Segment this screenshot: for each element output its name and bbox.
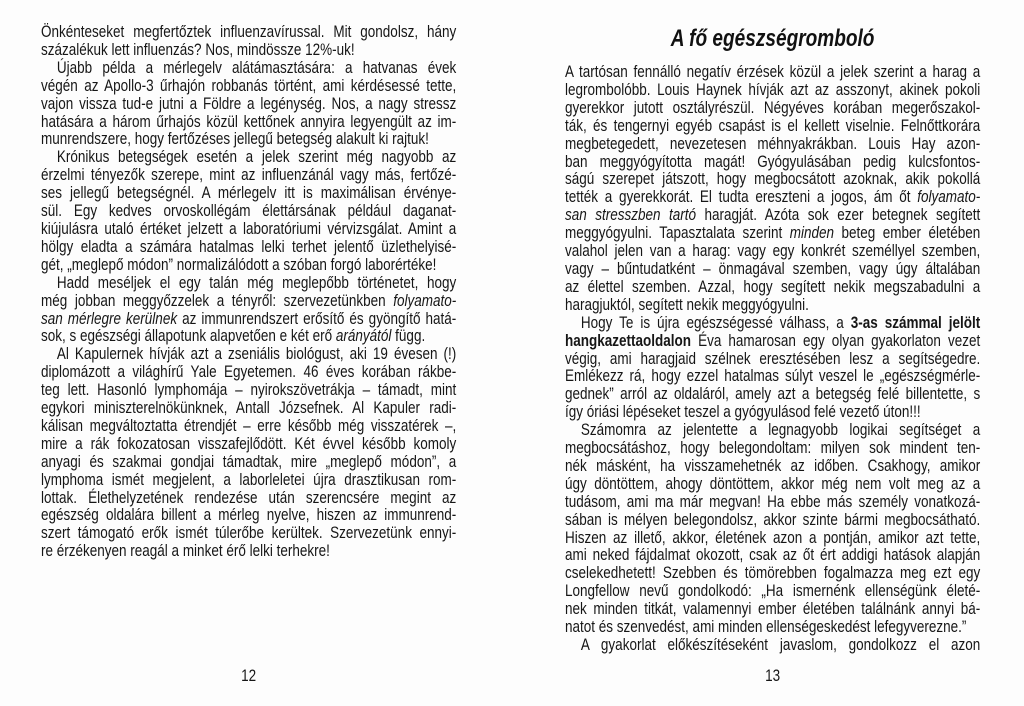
text-line: sában is mélyen belegondolsz, akkor szinte bármi megbocsátható. <box>565 509 981 529</box>
text-line: ban meggyógyította magát! Gyógyulásában pedig kulcsfontos- <box>565 151 981 171</box>
text-line: ami neked fájdalmat okozott, csak az őt ért addigi hatások alapján <box>565 545 981 565</box>
text-line: A gyakorlat előkészítéseként javaslom, gondolkozz el azon <box>580 635 981 654</box>
text-line: Emlékezz rá, hogy ezzel hatalmas súlyt veszel le „egészségmérle- <box>565 366 981 386</box>
right-page <box>565 0 980 685</box>
text-line: még jobban meggyőzzelek a tényről: szervezetünkben folyamato- <box>41 290 457 310</box>
text-line: teg lett. Hasonló lymphomája – nyirokszövetrákja – támadt, mint <box>41 380 457 400</box>
text-line: megbocsátáshoz, hogy belegondoltam: milyen sok mindent ten- <box>565 438 981 458</box>
text-line: haragjuktól, segített nekik meggyógyulni. <box>565 294 809 314</box>
text-line: cselekedhetett! Szebben és tömörebben fogalmazza meg ezt egy <box>565 563 981 583</box>
text-line: úgy döntöttem, ahogy döntöttem, akkor még nem volt meg az a <box>565 473 981 493</box>
text-line: ták, és tengernyi egyéb csapást is el kellett viselnie. Felnőttkorára <box>565 115 981 135</box>
text-line: érzelmi tényezők szerepe, mint az influenzánál vagy más, fertőzé- <box>41 165 457 185</box>
right-page-body <box>565 63 980 654</box>
text-line: gét, „meglepő módon” normalizálódott a szóban forgó laborértéke! <box>41 254 437 274</box>
text-line: Újabb példa a mérlegelv alátámasztására: a hatvanas évek <box>56 57 457 77</box>
text-line: sok, s egészségi állapotunk alapvetően e két erő arányától függ. <box>41 326 426 346</box>
chapter-title: A fő egészségromboló <box>670 25 875 52</box>
text-line: kiújulásra utaló értéket jelzett a laboratóriumi vérvizsgálat. Amint a <box>41 218 457 238</box>
text-line: hölgy eladta a számára hatalmas lelki terhet jelentő üzlethelyisé- <box>41 236 457 256</box>
text-line: valahol jelen van a harag: vagy egy konkrét személlyel szemben, <box>565 241 981 261</box>
text-line: így óriási lépéseket teszel a gyógyulásod felé vezető úton!!! <box>565 402 921 422</box>
text-line: kálisan megváltoztatta étrendjét – erre később még visszatérek –, <box>41 415 457 435</box>
text-line: A tartósan fennálló negatív érzések közül a jelek szerint a harag a <box>565 62 981 81</box>
text-line: végig, ami haragjaid szélnek eresztésében lesz a segítségedre. <box>565 348 981 368</box>
left-page <box>41 0 456 685</box>
text-line: gednek” arról az oldaláról, amely azt a betegség felé billentette, s <box>565 384 981 404</box>
text-line: lottak. Élethelyzetének rendezése után szerencsére megint az <box>41 487 457 507</box>
text-line: anyagi és szakmai gondjai támadtak, mire „meglepő módon”, a <box>41 451 457 471</box>
text-line: nék másként, ha visszamehetnék az időben. Csakhogy, amikor <box>565 455 981 475</box>
text-line: végén az Apollo-3 űrhajón robbanás történt, ami kérdésessé tette, <box>41 75 457 95</box>
text-line: Hogy Te is újra egészségessé válhass, a 3-as számmal jelölt <box>580 312 981 332</box>
text-line: szert támogató erők ismét túlerőbe kerültek. Szervezetünk ennyi- <box>41 523 457 543</box>
text-line: tudásom, ami ma már megvan! Ha ebbe más személy vonatkozá- <box>565 491 981 511</box>
text-line: vagy – bűntudatként – önmagával szemben, vagy úgy általában <box>565 258 981 278</box>
left-page-body <box>41 23 456 560</box>
text-line: százalékuk lett influenzás? Nos, mindössze 12%-uk! <box>41 39 355 59</box>
text-line: tették a gyerekkorát. El tudta ereszteni a jogos, ám őt folyamato- <box>565 187 981 207</box>
text-line: san mérlegre kerülnek az immunrendszert erősítő és gyöngítő hatá- <box>41 308 457 328</box>
text-line: san stresszben tartó haragját. Azóta sok ezer betegnek segített <box>565 205 981 225</box>
text-line: sül. Egy kedves orvoskollégám élettársának például daganat- <box>41 201 457 221</box>
text-line: Al Kapulernek hívják azt a zseniális biológust, aki 19 évesen (!) <box>56 344 457 364</box>
text-line: diplomázott a világhírű Yale Egyetemen. 46 éves korában rákbe- <box>41 362 457 382</box>
page-number-left: 12 <box>241 666 257 686</box>
page-number-right: 13 <box>765 665 781 685</box>
text-line: egészség oldalára billent a mérleg nyelve, hiszen az immunrend- <box>41 505 457 525</box>
text-line: Önkénteseket megfertőztek influenzavírussal. Mit gondolsz, hány <box>41 22 457 41</box>
text-line: munrendszere, hogy fertőzéses jellegű betegség alakult ki rajtuk! <box>41 129 429 149</box>
text-line: ságú szerepet játszott, hogy megbocsátott azoknak, akik pokollá <box>565 169 981 189</box>
text-line: vajon vissza tud-e jutni a Földre a legénység. Nos, a nagy stressz <box>41 93 457 113</box>
text-line: lymphoma ismét megjelent, a laborleletei újra drasztikusan rom- <box>41 469 457 489</box>
text-line: egykori miniszterelnökünknek, Antall Józsefnek. Al Kapuler radi- <box>41 398 457 418</box>
text-line: Longfellow nevű gondolkodó: „Ha ismernénk ellenségünk életé- <box>565 581 981 601</box>
text-line: hangkazettaoldalon Éva hamarosan egy olyan gyakorlaton vezet <box>565 330 981 350</box>
text-line: mire a rák fokozatosan visszafejlődött. Két évvel később komoly <box>41 433 457 453</box>
text-line: gyerekkor jutott osztályrészül. Négyéves korában megerőszakol- <box>565 97 981 117</box>
text-line: ses jellegű betegségnél. A mérlegelv itt is maximálisan érvénye- <box>41 183 457 203</box>
text-line: re érzékenyen reagál a minket érő lelki terhekre! <box>41 541 330 561</box>
text-line: hatására a három űrhajós közül kettőnek annyira legyengült az im- <box>41 111 457 131</box>
text-line: nek minden titkát, valamennyi ember életében találnánk annyi bá- <box>565 599 981 619</box>
text-line: natot és szenvedést, ami minden ellenségeskedést lefegyverezne.” <box>565 617 967 637</box>
text-line: meggyógyulni. Tapasztalata szerint minden beteg ember életében <box>565 223 981 243</box>
text-line: megbetegedett, nevezetesen méhnyakrákban. Louis Hay azon- <box>565 133 981 153</box>
text-line: Hadd meséljek el egy talán még meglepőbb történetet, hogy <box>56 272 457 292</box>
text-line: Hiszen az illető, akkor, életének azon a pontján, amikor azt tette, <box>565 527 981 547</box>
text-line: az élettel szemben. Azzal, hogy segített nekik megszabadulni a <box>565 276 981 296</box>
text-line: Számomra az jelentette a legnagyobb logikai segítséget a <box>580 420 981 440</box>
text-line: legrombolóbb. Louis Haynek hívják azt az asszonyt, akinek pokoli <box>565 79 981 99</box>
text-line: Krónikus betegségek esetén a jelek szerint még nagyobb az <box>56 147 457 167</box>
